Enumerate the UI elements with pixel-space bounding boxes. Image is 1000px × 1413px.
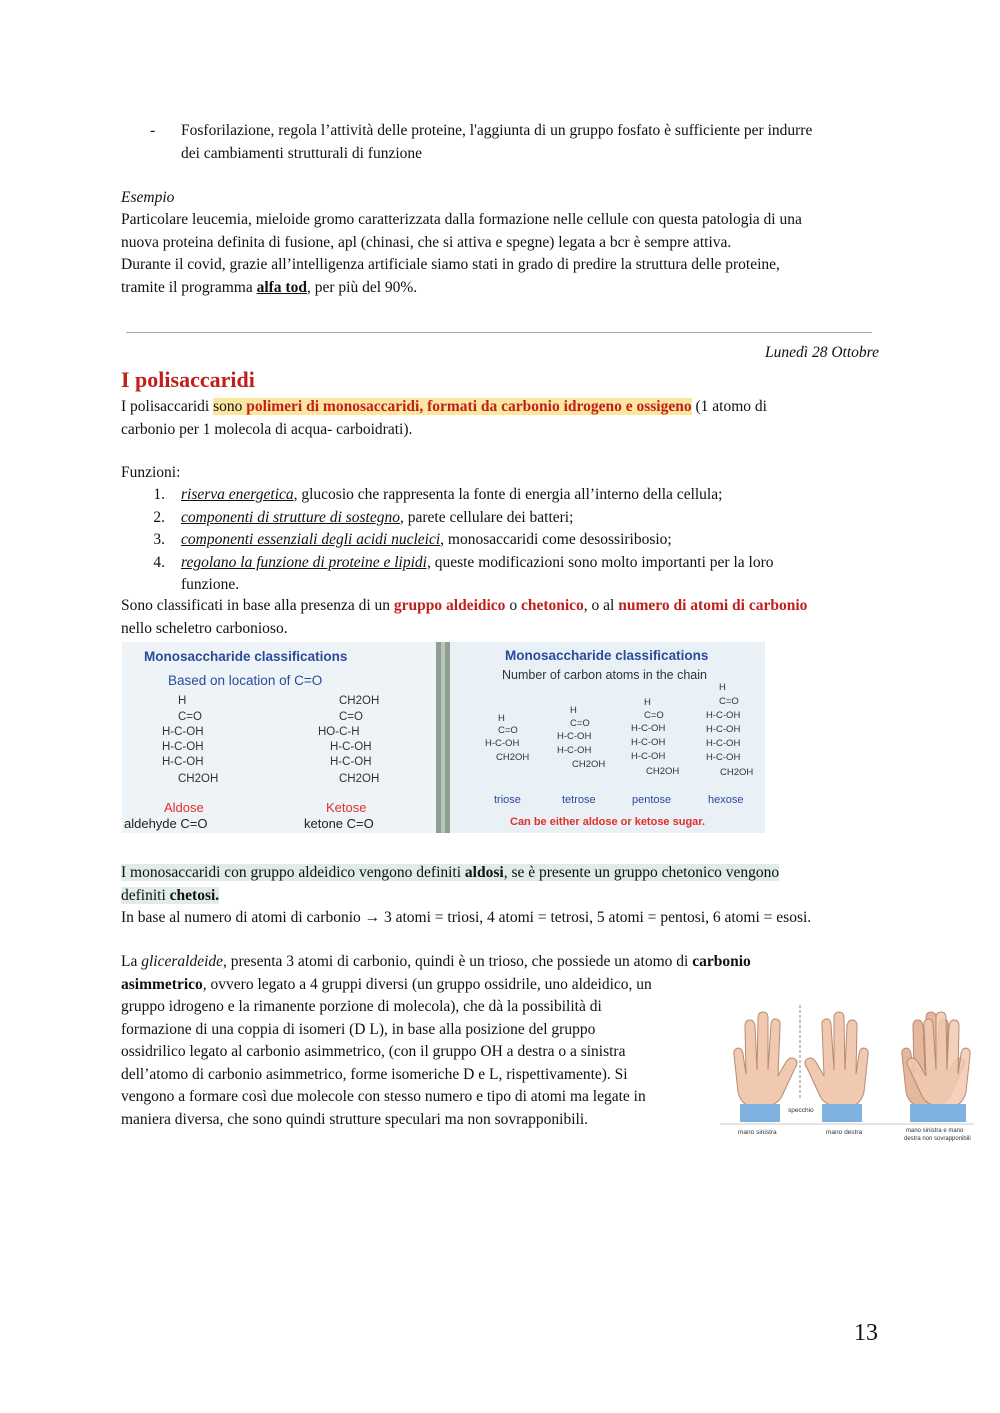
numero-atomi-line: In base al numero di atomi di carbonio → 3 atomi = triosi, 4 atomi = tetrosi, 5 atomi = pentosi, 6 atomi = esosi. (121, 909, 812, 926)
list-item: 4. regolano la funzione di proteine e lipidi, queste modificazioni sono molto importanti per la loro funzione. (153, 553, 774, 593)
svg-text:C=O: C=O (339, 711, 363, 723)
svg-text:H: H (498, 713, 505, 724)
bullet-line-2: dei cambiamenti strutturali di funzione (181, 144, 423, 162)
svg-text:H-C-OH: H-C-OH (557, 745, 592, 756)
svg-text:H: H (644, 697, 651, 708)
right-figure-subtitle: Number of carbon atoms in the chain (502, 668, 707, 682)
svg-text:HO-C-H: HO-C-H (318, 726, 360, 738)
ketose-label: Ketose (326, 800, 367, 815)
alfa-tod-link-text: alfa tod (256, 278, 307, 296)
glicer-line-8: maniera diversa, che sono quindi strutture speculari ma non sovrapponibili. (121, 1110, 589, 1128)
bullet-marker: - (150, 122, 156, 139)
bullet-text (181, 120, 881, 165)
left-figure-title: Monosaccharide classifications (144, 649, 348, 664)
glicer-line-1: La gliceraldeide, presenta 3 atomi di carbonio, quindi è un trioso, che possiede un atomo di carbonio (121, 953, 751, 970)
svg-text:C=O: C=O (719, 696, 739, 707)
left-figure-subtitle: Based on location of C=O (168, 673, 323, 688)
esempio-line-2: nuova proteina definita di fusione, apl (chinasi, che si attiva e spegne) legata a bcr è sempre attiva. (121, 233, 732, 251)
figure-footer: Can be either aldose or ketose sugar. (510, 816, 706, 828)
both-hands-caption-2: destra non sovrapponibili (904, 1136, 971, 1142)
svg-text:H: H (178, 695, 187, 707)
left-hand-caption: mano sinistra (738, 1129, 777, 1136)
glicer-line-4: formazione di una coppia di isomeri (D L), in base alla posizione del gruppo (121, 1020, 596, 1038)
mono-paragraph (121, 862, 881, 907)
both-hands-caption-1: mano sinistra e mano (906, 1128, 964, 1134)
svg-text:CH2OH: CH2OH (572, 759, 606, 770)
list-item: 3. componenti essenziali degli acidi nucleici, monosaccaridi come desossiribosio; (153, 531, 672, 548)
svg-text:C=O: C=O (644, 710, 664, 721)
funzioni-label: Funzioni: (121, 464, 181, 481)
tetrose-label: tetrose (562, 794, 596, 806)
right-figure-title: Monosaccharide classifications (505, 648, 709, 663)
glicer-line-2: asimmetrico, ovvero legato a 4 gruppi diversi (un gruppo ossidrile, uno aldeidico, un (121, 975, 652, 993)
aldose-label: Aldose (164, 800, 204, 815)
svg-text:C=O: C=O (178, 711, 202, 723)
svg-text:H-C-OH: H-C-OH (330, 756, 372, 768)
date-label: Lunedì 28 Ottobre (765, 344, 879, 361)
right-hand-caption: mano destra (826, 1129, 863, 1136)
classif-paragraph (121, 595, 881, 640)
intro-line-2: carbonio per 1 molecola di acqua- carboidrati). (121, 420, 413, 438)
esempio-label: Esempio (121, 189, 175, 206)
svg-text:CH2OH: CH2OH (720, 767, 754, 778)
svg-text:H-C-OH: H-C-OH (162, 726, 204, 738)
svg-text:H-C-OH: H-C-OH (706, 710, 741, 721)
svg-text:H-C-OH: H-C-OH (330, 741, 372, 753)
funzioni-list (121, 484, 881, 597)
page-number: 13 (854, 1320, 878, 1346)
classif-line-2: nello scheletro carbonioso. (121, 619, 288, 637)
monosaccharide-figure (122, 642, 765, 833)
section-divider (126, 332, 872, 333)
triose-label: triose (494, 794, 521, 806)
svg-text:H-C-OH: H-C-OH (631, 751, 666, 762)
svg-text:C=O: C=O (498, 725, 518, 736)
glicer-line-5: ossidrilico legato al carbonio asimmetrico, (con il gruppo OH a destra o a sinistra (121, 1043, 626, 1060)
esempio-line-3: Durante il covid, grazie all’intelligenza artificiale siamo stati in grado di predire la struttura delle proteine, (121, 256, 780, 273)
classif-line-1: Sono classificati in base alla presenza di un gruppo aldeidico o chetonico, o al numero di atomi di carbonio (121, 597, 808, 614)
list-item: 1. riserva energetica, glucosio che rappresenta la fonte di energia all’interno della cellula; (153, 486, 723, 503)
svg-text:H-C-OH: H-C-OH (162, 756, 204, 768)
svg-text:H-C-OH: H-C-OH (485, 738, 520, 749)
mirror-caption: specchio (788, 1107, 814, 1114)
svg-text:H: H (570, 705, 577, 716)
mono-line-2: definiti chetosi. (121, 886, 220, 904)
svg-text:C=O: C=O (570, 718, 590, 729)
glicer-line-7: vengono a formare così due molecole con stesso numero e tipo di atomi ma legate in (121, 1088, 646, 1105)
list-item: 2. componenti di strutture di sostegno, parete cellulare dei batteri; (153, 508, 574, 526)
ketose-sublabel: ketone C=O (304, 816, 374, 831)
svg-text:H-C-OH: H-C-OH (706, 738, 741, 749)
esempio-line-1: Particolare leucemia, mieloide gromo caratterizzata dalla formazione nelle cellule con questa patologia di una (121, 211, 802, 228)
svg-text:H-C-OH: H-C-OH (631, 737, 666, 748)
svg-text:H-C-OH: H-C-OH (631, 723, 666, 734)
esempio-line-4: tramite il programma alfa tod, per più del 90%. (121, 278, 418, 296)
svg-text:CH2OH: CH2OH (339, 773, 380, 785)
aldose-sublabel: aldehyde C=O (124, 816, 208, 831)
pentose-label: pentose (632, 794, 672, 806)
intro-line-1: I polisaccaridi sono polimeri di monosaccaridi, formati da carbonio idrogeno e ossigeno (1 atomo di (121, 398, 767, 415)
svg-text:H-C-OH: H-C-OH (557, 731, 592, 742)
svg-text:CH2OH: CH2OH (339, 695, 380, 707)
svg-text:CH2OH: CH2OH (646, 766, 680, 777)
svg-text:H-C-OH: H-C-OH (706, 752, 741, 763)
svg-text:CH2OH: CH2OH (496, 752, 530, 763)
right-hand-icon (805, 1012, 868, 1122)
overlapping-hands-icon (902, 1012, 970, 1122)
left-hand-icon (734, 1012, 797, 1122)
intro-highlight: polimeri di monosaccaridi, formati da carbonio idrogeno e ossigeno (246, 398, 692, 415)
esempio-paragraph (121, 209, 881, 299)
svg-text:H-C-OH: H-C-OH (706, 724, 741, 735)
mono-line-1: I monosaccaridi con gruppo aldeidico vengono definiti aldosi, se è presente un gruppo chetonico vengono (121, 864, 780, 881)
glicer-line-6: dell’atomo di carbonio asimmetrico, forme isomeriche D e L, rispettivamente). Si (121, 1065, 628, 1083)
glicer-line-3: gruppo idrogeno e la rimanente porzione di molecola), che dà la possibilità di (121, 998, 602, 1015)
svg-text:H-C-OH: H-C-OH (162, 741, 204, 753)
bullet-line-1: Fosforilazione, regola l’attività delle proteine, l'aggiunta di un gruppo fosfato è sufficiente per indurre (181, 122, 813, 139)
svg-text:CH2OH: CH2OH (178, 773, 219, 785)
svg-text:H: H (719, 682, 726, 693)
hands-chirality-figure (716, 1000, 978, 1145)
hexose-label: hexose (708, 794, 744, 806)
intro-paragraph (121, 396, 881, 441)
section-heading: I polisaccaridi (121, 367, 255, 392)
